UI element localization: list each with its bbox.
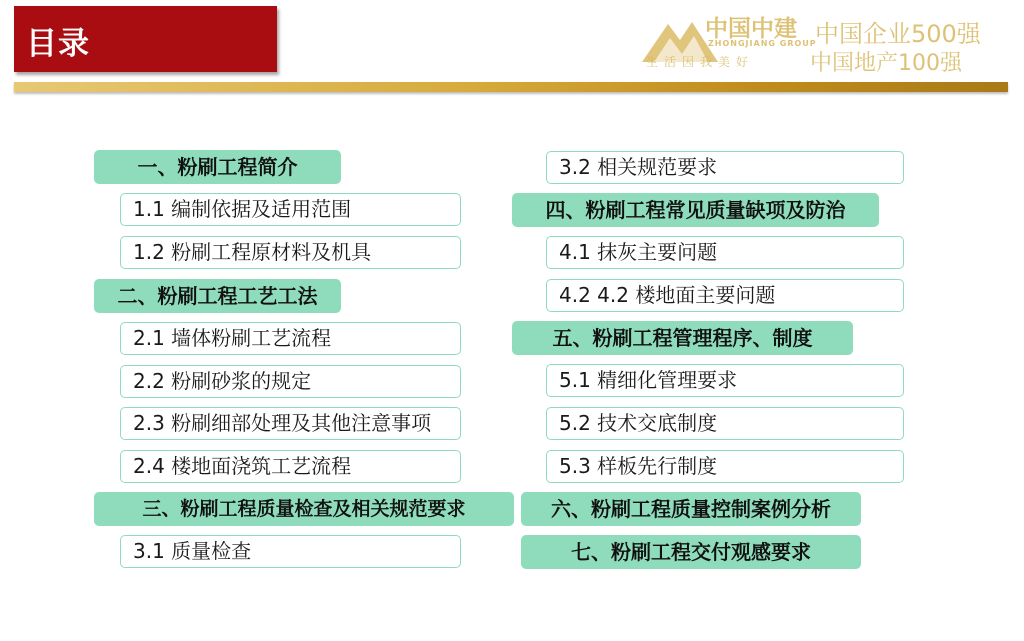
toc-item-2-3[interactable]: 2.3 粉刷细部处理及其他注意事项 xyxy=(120,407,461,440)
toc-item-5-3[interactable]: 5.3 样板先行制度 xyxy=(546,450,904,483)
toc-item-5-1[interactable]: 5.1 精细化管理要求 xyxy=(546,364,904,397)
toc-item-1-2[interactable]: 1.2 粉刷工程原材料及机具 xyxy=(120,236,461,269)
header-divider xyxy=(14,82,1008,92)
toc-section-7[interactable]: 七、粉刷工程交付观感要求 xyxy=(521,535,861,569)
toc-item-5-2[interactable]: 5.2 技术交底制度 xyxy=(546,407,904,440)
toc-item-2-4[interactable]: 2.4 楼地面浇筑工艺流程 xyxy=(120,450,461,483)
page-title: 目录 xyxy=(26,26,90,62)
company-logo xyxy=(640,8,1010,80)
toc-item-3-2[interactable]: 3.2 相关规范要求 xyxy=(546,151,904,184)
logo-rank-100: 中国地产100强 xyxy=(810,51,962,76)
toc-section-3[interactable]: 三、粉刷工程质量检查及相关规范要求 xyxy=(94,492,514,526)
toc-section-1[interactable]: 一、粉刷工程简介 xyxy=(94,150,341,184)
logo-slogan: 生活因我美好 xyxy=(646,55,755,69)
toc-item-1-1[interactable]: 1.1 编制依据及适用范围 xyxy=(120,193,461,226)
toc-item-2-2[interactable]: 2.2 粉刷砂浆的规定 xyxy=(120,365,461,398)
toc-item-3-1[interactable]: 3.1 质量检查 xyxy=(120,535,461,568)
toc-item-4-2[interactable]: 4.2 4.2 楼地面主要问题 xyxy=(546,279,904,312)
toc-item-2-1[interactable]: 2.1 墙体粉刷工艺流程 xyxy=(120,322,461,355)
logo-company-en: ZHONGJIANG GROUP xyxy=(708,39,817,48)
logo-company-name: 中国中建 xyxy=(705,16,797,42)
toc-section-2[interactable]: 二、粉刷工程工艺工法 xyxy=(94,279,341,313)
toc-section-5[interactable]: 五、粉刷工程管理程序、制度 xyxy=(512,321,853,355)
toc-section-4[interactable]: 四、粉刷工程常见质量缺项及防治 xyxy=(512,193,879,227)
title-banner xyxy=(14,6,277,72)
toc-item-4-1[interactable]: 4.1 抹灰主要问题 xyxy=(546,236,904,269)
toc-section-6[interactable]: 六、粉刷工程质量控制案例分析 xyxy=(521,492,861,526)
logo-rank-500: 中国企业500强 xyxy=(815,20,981,48)
